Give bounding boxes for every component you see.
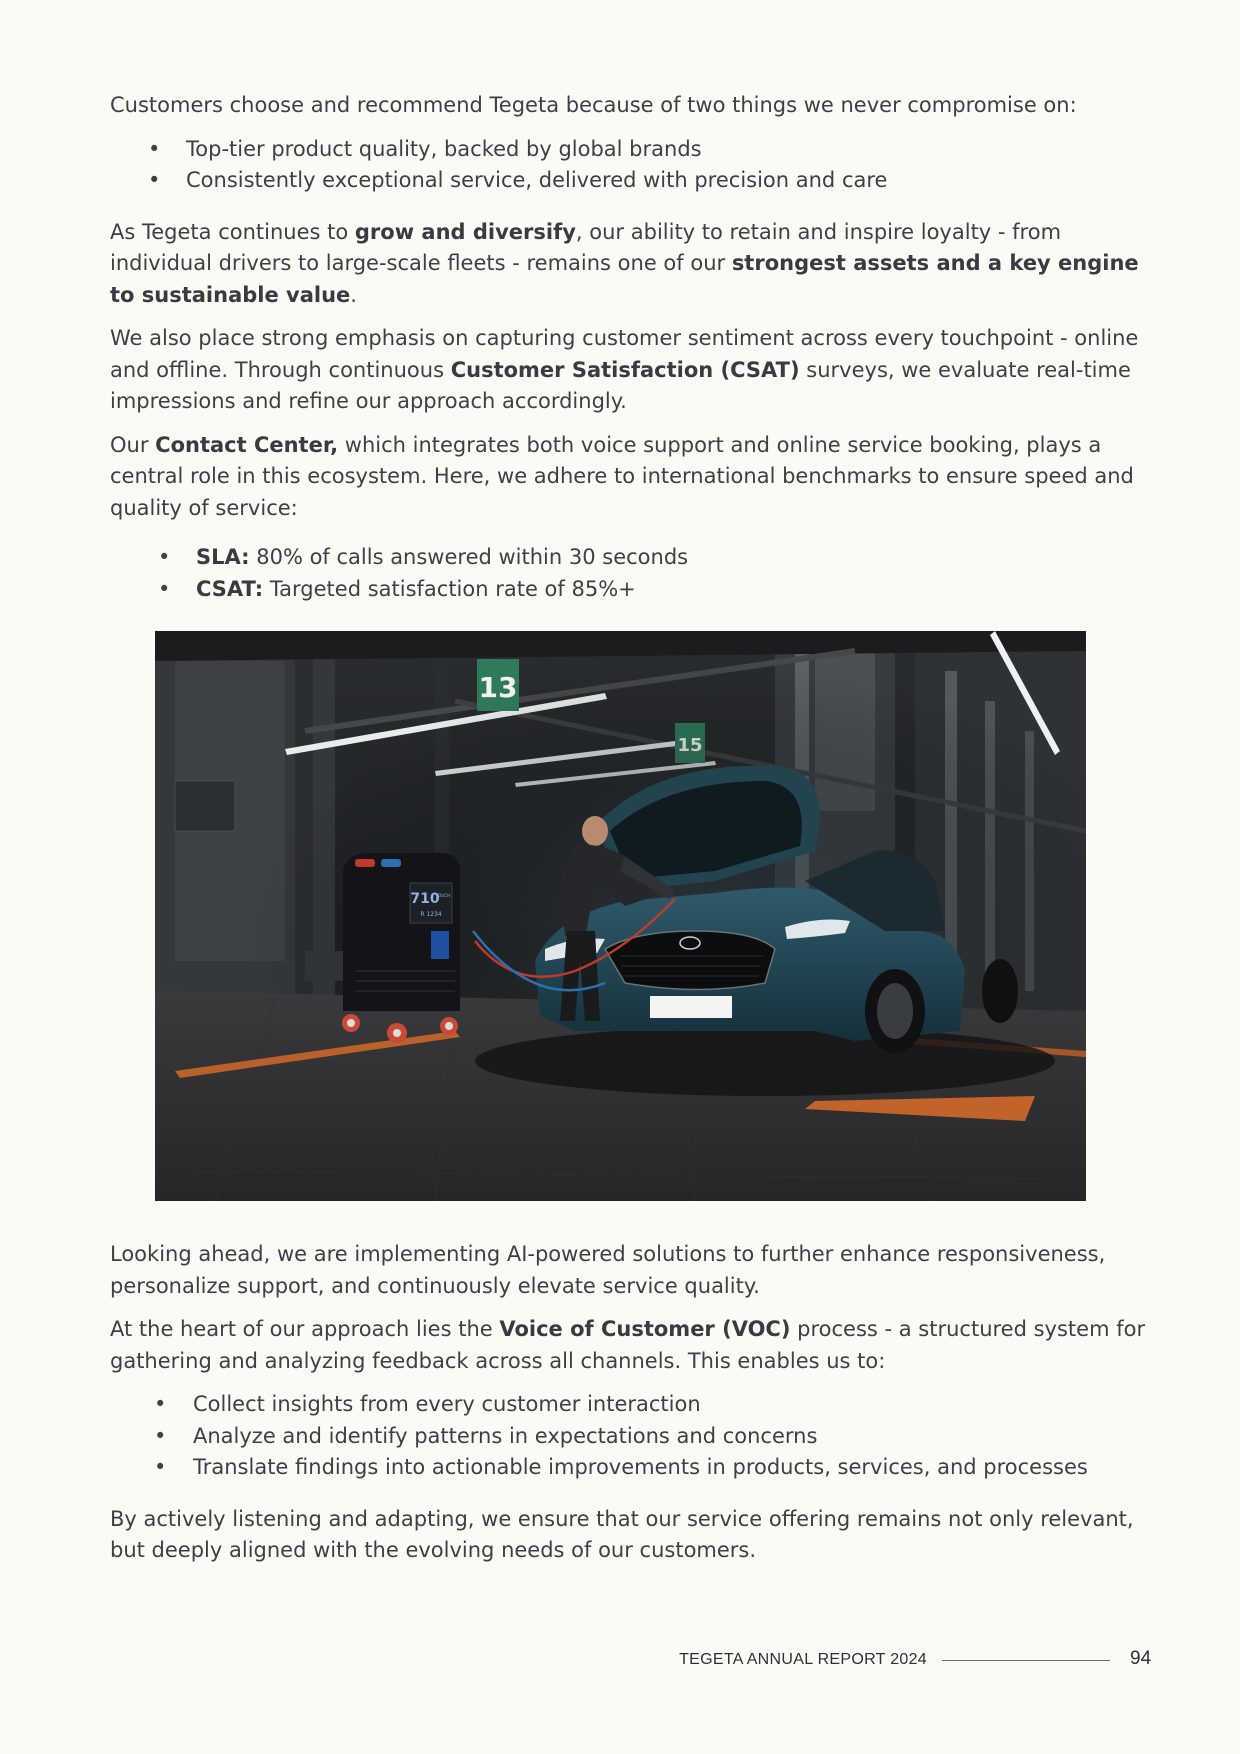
list-item: • Analyze and identify patterns in expectations and concerns bbox=[110, 1421, 1150, 1453]
growth-paragraph: As Tegeta continues to grow and diversify, our ability to retain and inspire loyalty - from individual drivers to large-scale fleets - remains one of our strongest assets and a key engine to sustainable value. bbox=[110, 219, 1139, 307]
intro-paragraph: Customers choose and recommend Tegeta because of two things we never compromise on: bbox=[110, 93, 1077, 117]
report-title: TEGETA ANNUAL REPORT 2024 bbox=[679, 1651, 927, 1668]
csat-paragraph: We also place strong emphasis on capturing customer sentiment across every touchpoint - online and offline. Through continuous Customer Satisfaction (CSAT) surveys, we evaluate real-time impressions and refine our approach accordingly. bbox=[110, 326, 1139, 413]
priorities-list bbox=[110, 134, 1150, 197]
closing-paragraph: By actively listening and adapting, we ensure that our service offering remains not only relevant, but deeply aligned with the evolving needs of our customers. bbox=[110, 1506, 1134, 1562]
bullet-icon: • bbox=[154, 1392, 167, 1416]
bullet-icon: • bbox=[148, 136, 161, 161]
document-body bbox=[110, 90, 1150, 1579]
machine-badge: TOUCH bbox=[435, 893, 451, 898]
list-item: • SLA: 80% of calls answered within 30 seconds bbox=[110, 542, 1150, 574]
bullet-icon: • bbox=[154, 1423, 167, 1448]
list-item: • Consistently exceptional service, delivered with precision and care bbox=[110, 165, 1150, 197]
voc-paragraph: At the heart of our approach lies the Voice of Customer (VOC) process - a structured system for gathering and analyzing feedback across all channels. This enables us to: bbox=[110, 1317, 1146, 1373]
bullet-icon: • bbox=[158, 545, 171, 569]
bullet-icon: • bbox=[154, 1455, 167, 1479]
ai-paragraph: Looking ahead, we are implementing AI-powered solutions to further enhance responsiveness, personalize support, and continuously elevate service quality. bbox=[110, 1242, 1106, 1298]
service-center-photo bbox=[155, 631, 1086, 1201]
machine-sub: R 1234 bbox=[420, 911, 442, 918]
list-item: • Collect insights from every customer interaction bbox=[110, 1389, 1150, 1421]
bullet-icon: • bbox=[158, 576, 171, 601]
page-number: 94 bbox=[1130, 1648, 1152, 1669]
list-item: • CSAT: Targeted satisfaction rate of 85%+ bbox=[110, 574, 1150, 606]
bullet-icon: • bbox=[148, 168, 161, 192]
contact-center-paragraph: Our Contact Center, which integrates both voice support and online service booking, plays a central role in this ecosystem. Here, we adhere to international benchmarks to ensure speed and quality of service: bbox=[110, 432, 1134, 520]
mechanic-servicing-car-illustration bbox=[155, 631, 1086, 1201]
footer-divider bbox=[942, 1660, 1110, 1661]
kpi-list bbox=[110, 542, 1150, 605]
page-footer bbox=[0, 1648, 1240, 1672]
voc-list bbox=[110, 1389, 1150, 1484]
machine-model: 710 bbox=[410, 891, 440, 907]
list-item: • Top-tier product quality, backed by global brands bbox=[110, 134, 1150, 166]
list-item: • Translate findings into actionable improvements in products, services, and processes bbox=[110, 1452, 1150, 1484]
